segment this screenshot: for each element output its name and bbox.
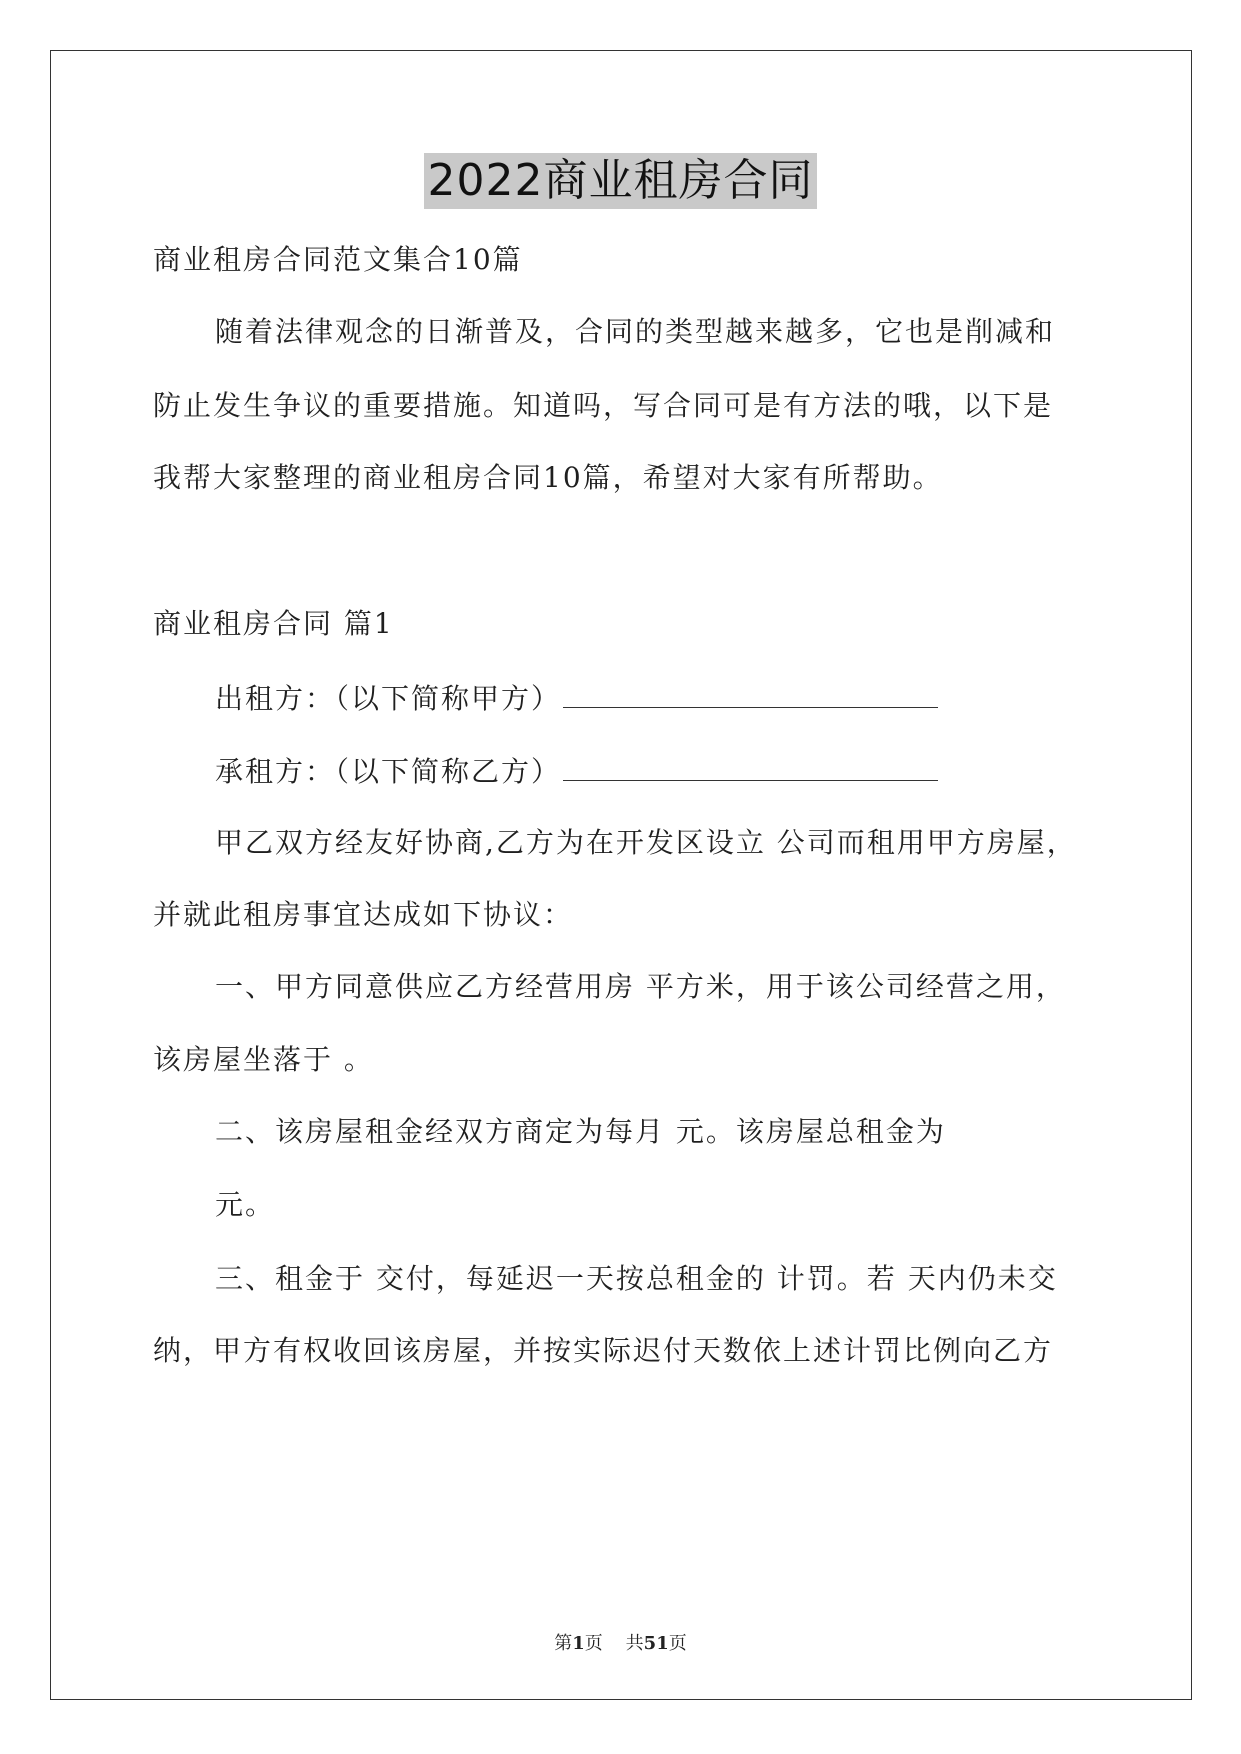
lessor-blank <box>563 677 938 708</box>
total-pages-number: 51 <box>643 1633 669 1654</box>
lessor-line <box>215 677 938 719</box>
lessor-label: 出租方：（以下简称甲方） <box>215 682 562 715</box>
body-line: 二、该房屋租金经双方商定为每月 元。该房屋总租金为 <box>215 1115 946 1148</box>
intro-line: 我帮大家整理的商业租房合同10篇，希望对大家有所帮助。 <box>153 461 943 494</box>
lessee-blank <box>563 750 938 781</box>
page-footer <box>0 1632 1241 1656</box>
body-line: 甲乙双方经友好协商,乙方为在开发区设立 公司而租用甲方房屋， <box>215 826 1077 859</box>
footer-total-prefix: 共 <box>625 1633 644 1654</box>
body-line: 元。 <box>215 1188 276 1221</box>
intro-line: 防止发生争议的重要措施。知道吗，写合同可是有方法的哦，以下是 <box>153 389 1054 422</box>
page-border <box>50 50 1192 1700</box>
body-line: 并就此租房事宜达成如下协议： <box>153 898 574 931</box>
document-subtitle: 商业租房合同范文集合10篇 <box>153 243 523 276</box>
lessee-line <box>215 750 938 792</box>
body-line: 该房屋坐落于 。 <box>153 1043 374 1076</box>
footer-page-label: 页 <box>584 1633 603 1654</box>
document-title: 2022商业租房合同 <box>424 153 818 209</box>
section-heading: 商业租房合同 篇1 <box>153 607 394 640</box>
footer-total-label: 页 <box>668 1633 687 1654</box>
body-line: 一、甲方同意供应乙方经营用房 平方米，用于该公司经营之用， <box>215 970 1066 1003</box>
lessee-label: 承租方：（以下简称乙方） <box>215 755 562 788</box>
current-page-number: 1 <box>572 1633 585 1654</box>
title-container <box>0 153 1241 209</box>
footer-prefix: 第 <box>554 1633 573 1654</box>
body-line: 纳，甲方有权收回该房屋，并按实际迟付天数依上述计罚比例向乙方 <box>153 1334 1054 1367</box>
body-line: 三、租金于 交付，每延迟一天按总租金的 计罚。若 天内仍未交 <box>215 1262 1058 1295</box>
intro-line: 随着法律观念的日渐普及，合同的类型越来越多，它也是削减和 <box>215 315 1056 348</box>
